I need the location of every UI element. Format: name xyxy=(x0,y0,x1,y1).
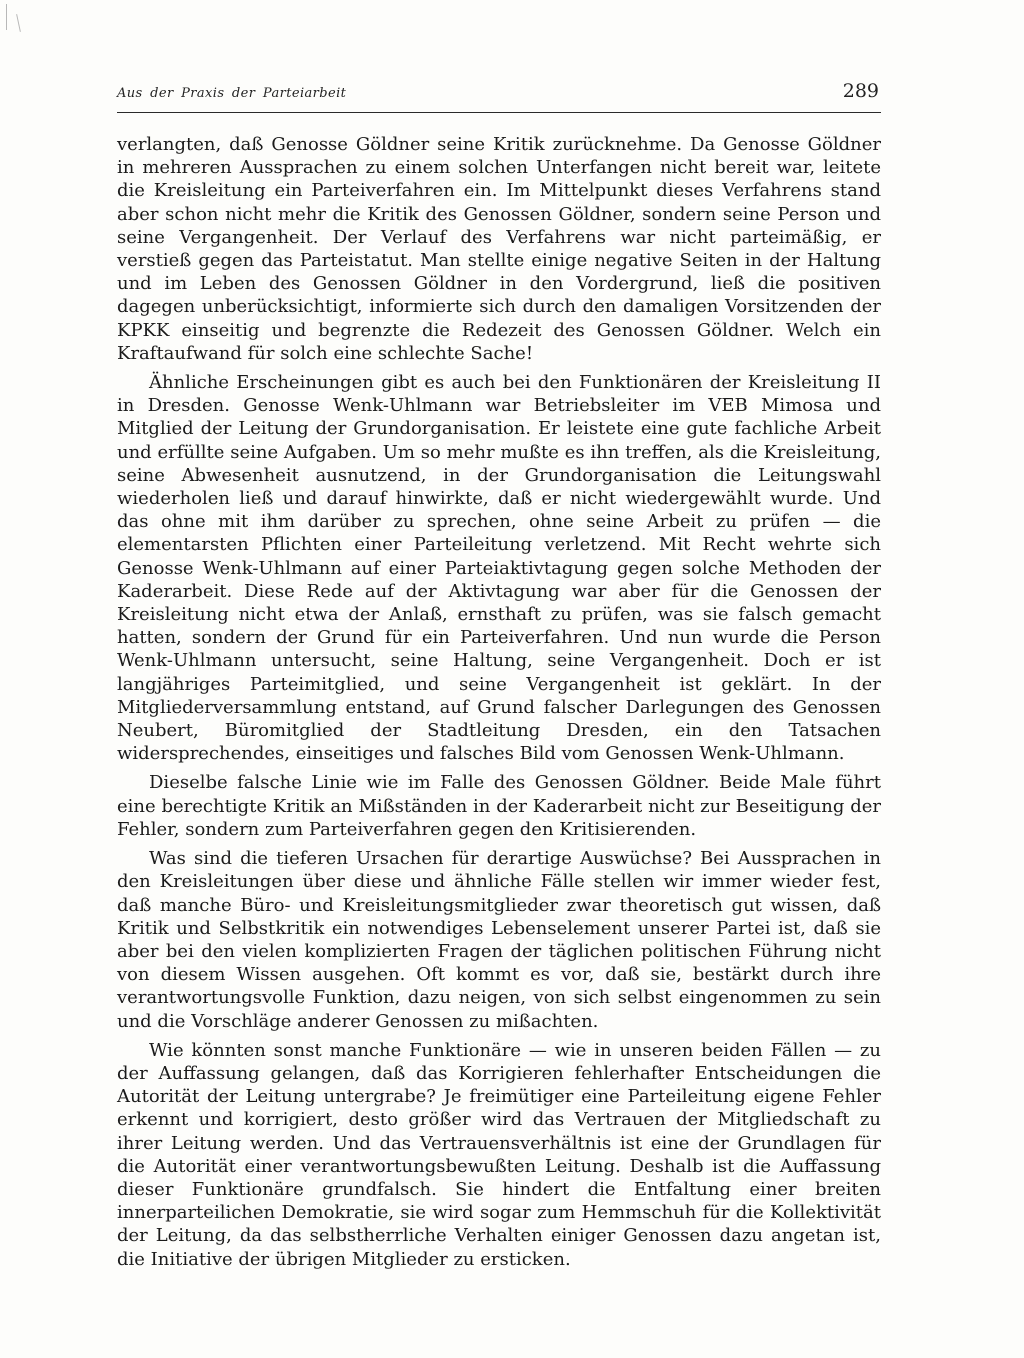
paragraph-4: Was sind die tieferen Ursachen für derartige Auswüchse? Bei Aussprachen in den Kreisleitungen über diese und ähnliche Fälle stellen wir immer wieder fest, daß manche Büro- und Kreisleitungsmitglieder zwar theoretisch gut wissen, daß Kritik und Selbstkritik ein notwendiges Lebenselement unserer Partei ist, daß sie aber bei den vielen komplizierten Fragen der täglichen politischen Führung nicht von diesem Wissen ausgehen. Oft kommt es vor, daß sie, bestärkt durch ihre verantwortungsvolle Funktion, dazu neigen, von sich selbst eingenommen zu sein und die Vorschläge anderer Genossen zu mißachten. xyxy=(117,848,881,1032)
paragraph-5: Wie könnten sonst manche Funktionäre — wie in unseren beiden Fällen — zu der Auffassung gelangen, daß das Korrigieren fehlerhafter Entscheidungen die Autorität der Leitung untergrabe? Je freimütiger eine Parteileitung eigene Fehler erkennt und korrigiert, desto größer wird das Vertrauen der Mitgliedschaft zu ihrer Leitung werden. Und das Vertrauensverhältnis ist eine der Grundlagen für die Autorität einer verantwortungsbewußten Leitung. Deshalb ist die Auffassung dieser Funktionäre grundfalsch. Sie hindert die Entfaltung einer breiten innerparteilichen Demokratie, sie wird sogar zum Hemmschuh für die Kollektivität der Leitung, da das selbstherrliche Verhalten einiger Genossen dazu angetan ist, die Initiative der übrigen Mitglieder zu ersticken. xyxy=(117,1039,881,1270)
paragraph-3: Dieselbe falsche Linie wie im Falle des Genossen Göldner. Beide Male führt eine berechtigte Kritik an Mißständen in der Kaderarbeit nicht zur Beseitigung der Fehler, sondern zum Parteiverfahren gegen den Kritisierenden. xyxy=(117,772,881,840)
running-header xyxy=(117,82,881,113)
body-text xyxy=(117,133,881,1277)
paragraph-2: Ähnliche Erscheinungen gibt es auch bei den Funktionären der Kreisleitung II in Dresden. Genosse Wenk-Uhlmann war Betriebsleiter im VEB Mimosa und Mitglied der Leitung der Grundorganisation. Er leistete eine gute fachliche Arbeit und erfüllte seine Aufgaben. Um so mehr mußte es ihn treffen, als die Kreisleitung, seine Abwesenheit ausnutzend, in der Grundorganisation die Leitungswahl wiederholen ließ und darauf hinwirkte, daß er nicht wiedergewählt wurde. Und das ohne mit ihm darüber zu sprechen, ohne seine Arbeit zu prüfen — die elementarsten Pflichten einer Parteileitung verletzend. Mit Recht wehrte sich Genosse Wenk-Uhlmann auf einer Parteiaktivtagung gegen solche Methoden der Kaderarbeit. Diese Rede auf der Aktivtagung war aber für die Genossen der Kreisleitung nicht etwa der Anlaß, ernsthaft zu prüfen, was sie falsch gemacht hatten, sondern der Grund für ein Parteiverfahren. Und nun wurde die Person Wenk-Uhlmann untersucht, seine Haltung, seine Vergangenheit. Doch er ist langjähriges Parteimitglied, und seine Vergangenheit ist geklärt. In der Mitgliederversammlung entstand, auf Grund falscher Darlegungen des Genossen Neubert, Büromitglied der Stadtleitung Dresden, ein den Tatsachen widersprechendes, einseitiges und falsches Bild vom Genossen Wenk-Uhlmann. xyxy=(117,372,881,765)
paragraph-1: verlangten, daß Genosse Göldner seine Kritik zurücknehme. Da Genosse Göldner in mehreren Aussprachen zu einem solchen Unterfangen nicht bereit war, leitete die Kreisleitung ein Parteiverfahren ein. Im Mittelpunkt dieses Verfahrens stand aber schon nicht mehr die Kritik des Genossen Göldner, sondern seine Person und seine Vergangenheit. Der Verlauf des Verfahrens war nicht parteimäßig, er verstieß gegen das Parteistatut. Man stellte einige negative Seiten in der Haltung und im Leben des Genossen Göldner in den Vordergrund, ließ die positiven dagegen unberücksichtigt, informierte sich durch den damaligen Vorsitzenden der KPKK einseitig und begrenzte die Redezeit des Genossen Göldner. Welch ein Kraftaufwand für solch eine schlechte Sache! xyxy=(117,134,881,364)
scan-edge-mark xyxy=(16,14,21,32)
scan-edge-mark xyxy=(6,4,7,30)
page-number: 289 xyxy=(842,80,879,102)
running-title: Aus der Praxis der Parteiarbeit xyxy=(117,86,347,101)
